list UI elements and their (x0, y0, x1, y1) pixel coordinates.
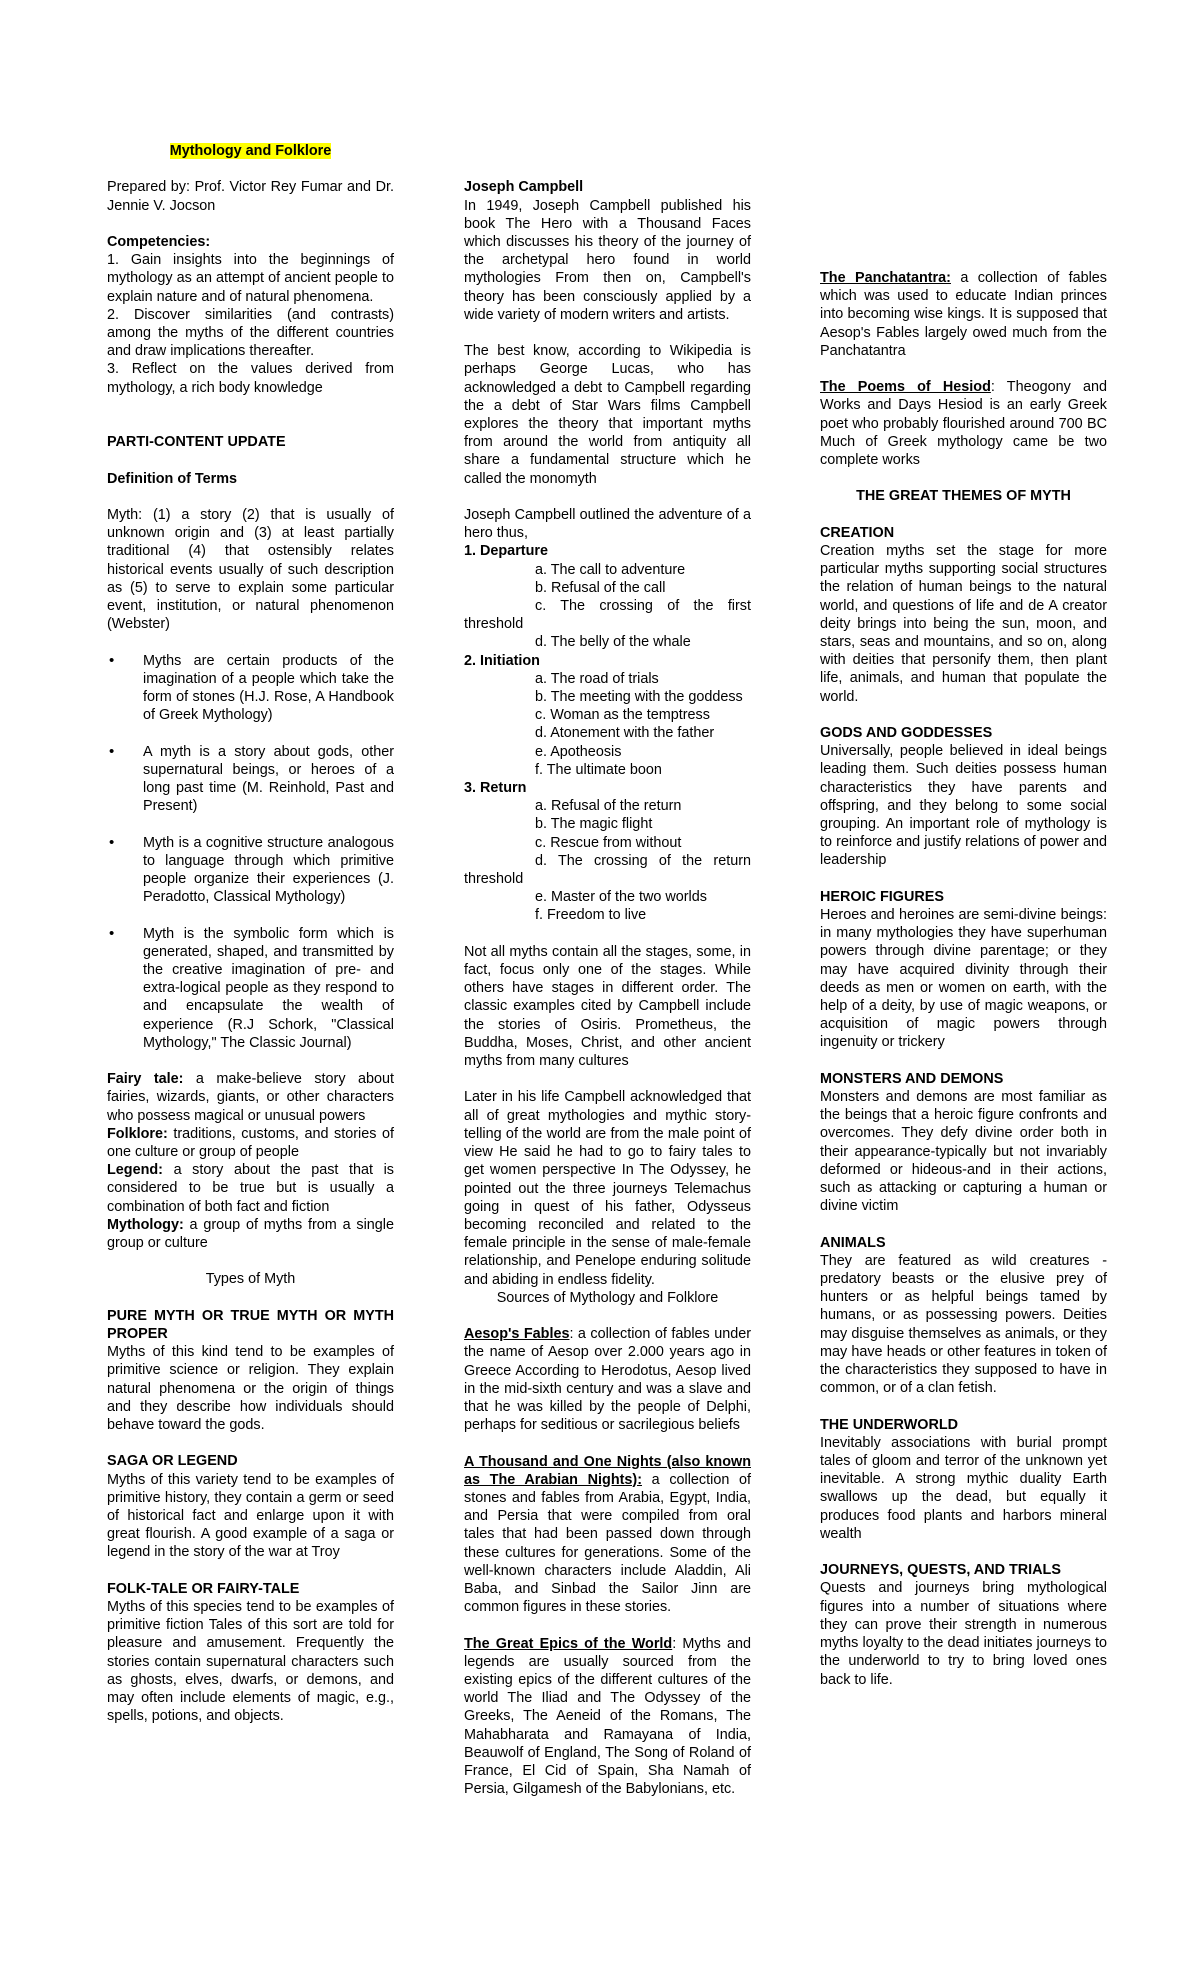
theme-heading: ANIMALS (820, 1234, 886, 1251)
type-text: Myths of this kind tend to be examples of primitive science or religion. They explain natural phenomena or the origin of things and they describe how individuals should behave toward the gods. (107, 1344, 394, 1434)
list-item: • A myth is a story about gods, other supernatural beings, or heroes of a long past time (M. Reinhold, Past and Present) (107, 743, 394, 816)
source-label: A Thousand and One Nights (also known as The Arabian Nights): (464, 1453, 751, 1488)
campbell-paragraph: Not all myths contain all the stages, some, in fact, focus only one of the stages. While others have stages in different order. The classic examples cited by Campbell include the stories of Osiris. Prometheus, the Buddha, Moses, Christ, and other ancient myths from many cultures (464, 943, 751, 1070)
theme-text: Quests and journeys bring mythological figures into a number of situations where they can prove their strength in numerous myths loyalty to the dead initiates journeys to the underworld to try to bring loved ones back to life. (820, 1580, 1107, 1688)
stage-item: a. Refusal of the return (535, 798, 682, 815)
part-heading: PARTI-CONTENT UPDATE (107, 434, 286, 451)
term-label: Folklore: (107, 1125, 168, 1142)
source-aesop (464, 1325, 751, 1434)
myth-bullet-list (107, 652, 394, 1052)
theme-text: Heroes and heroines are semi-divine beings: in many mythologies they have superhuman powers through divine parentage; or they may have acquired divinity through their deeds as men or women on earth, with the help of a deity, by use of magic weapons, or acquisition of magic powers through ingenuity or trickery (820, 907, 1107, 1051)
campbell-heading: Joseph Campbell (464, 179, 584, 196)
source-hesiod (820, 378, 1107, 469)
list-item: • Myth is the symbolic form which is generated, shaped, and transmitted by the creative imagination of pre- and extra-logical people as they respond to and encapsulate the wealth of experience (R.J Schork, "Classical Mythology," The Classic Journal) (107, 925, 394, 1052)
type-heading: FOLK-TALE OR FAIRY-TALE (107, 1580, 300, 1597)
source-text: a collection of stones and fables from Arabia, Egypt, India, and Persia that were compiled from oral tales that had been passed down through these cultures for generations. Some of the well-known characters include Aladdin, Ali Baba, and Sinbad the Sailor Jinn are common figures in these stories. (464, 1471, 752, 1616)
column-3 (820, 142, 1107, 1689)
term-mythology (107, 1216, 394, 1252)
theme-text: They are featured as wild creatures - predatory beasts or the elusive prey of hunters or as helpful beings tamed by humans, or as possessing powers. Deities may disguise themselves as animals, or they may have heads or other features in token of the characteristics they supposed to have in common, or of a clan fetish. (820, 1252, 1107, 1397)
theme-heading: CREATION (820, 524, 895, 541)
theme-heading: GODS AND GODDESSES (820, 725, 993, 742)
stage-item: c. The crossing of the first threshold (464, 598, 751, 633)
doc-title-line (107, 142, 394, 160)
doc-title: Mythology and Folklore (169, 143, 332, 159)
type-heading: PURE MYTH OR TRUE MYTH OR MYTH PROPER (107, 1307, 394, 1343)
types-heading: Types of Myth (205, 1271, 296, 1288)
stage-item: a. The road of trials (535, 670, 659, 687)
stage-item: d. The belly of the whale (535, 634, 691, 651)
theme-text: Creation myths set the stage for more particular myths supporting social structures the relation of human beings to the natural world, and questions of life and de A creator deity brings into being the sun, moon, and stars, seas and mountains, and so on, along with deities that personify them, then plant life, animals, and human that populate the world. (820, 543, 1107, 705)
competency-item: 2. Discover similarities (and contrasts) among the myths of the different countries and draw implications thereafter. (107, 306, 394, 360)
source-panchatantra (820, 269, 1107, 360)
type-text: Myths of this species tend to be examples of primitive fiction Tales of this sort are told for pleasure and amusement. Frequently the stories contain supernatural characters such as ghosts, elves, dwarfs, or demons, and may often include elements of magic, e.g., spells, potions, and objects. (107, 1599, 394, 1725)
definition-heading: Definition of Terms (107, 470, 238, 487)
stage-item: f. Freedom to live (535, 907, 647, 924)
prepared-by: Prepared by: Prof. Victor Rey Fumar and Dr. Jennie V. Jocson (107, 179, 394, 214)
stage-heading: 1. Departure (464, 543, 548, 560)
column-1 (107, 142, 394, 1725)
myth-definition: Myth: (1) a story (2) that is usually of unknown origin and (3) at least partially traditional (4) that ostensibly relates historical events usually of such description as (5) to serve to explain some particular event, institution, or natural phenomenon (Webster) (107, 506, 394, 633)
term-legend (107, 1161, 394, 1216)
competency-item: 3. Reflect on the values derived from mythology, a rich body knowledge (107, 361, 394, 396)
themes-heading: THE GREAT THEMES OF MYTH (856, 488, 1071, 505)
stage-heading: 3. Return (464, 780, 527, 797)
source-label: The Poems of Hesiod (820, 379, 991, 396)
theme-heading: THE UNDERWORLD (820, 1416, 959, 1433)
theme-heading: HEROIC FIGURES (820, 888, 944, 905)
source-arabian-nights (464, 1453, 751, 1617)
stage-item: e. Master of the two worlds (535, 889, 707, 906)
term-text: a make-believe story about fairies, wizards, giants, or other characters who possess magical or unusual powers (107, 1071, 395, 1124)
type-heading: SAGA OR LEGEND (107, 1453, 238, 1470)
source-text: : a collection of fables under the name of Aesop over 2.000 years ago in Greece According to Herodotus, Aesop lived in the mid-sixth century and was a slave and that he was killed by the people of Delphi, perhaps for seditious or sacrilegious beliefs (464, 1326, 751, 1434)
term-label: Mythology: (107, 1216, 184, 1233)
term-folklore (107, 1125, 394, 1161)
stage-item: a. The call to adventure (535, 561, 686, 578)
type-text: Myths of this variety tend to be examples of primitive history, they contain a germ or seed of historical fact and enlarge upon it with great flourish. A good example of a saga or legend in the story of the war at Troy (107, 1471, 394, 1561)
source-text: a collection of fables which was used to educate Indian princes into becoming wise kings. It is supposed that Aesop's Fables largely owed much from the Panchatantra (820, 270, 1107, 359)
campbell-paragraph: The best know, according to Wikipedia is perhaps George Lucas, who has acknowledged a debt to Campbell regarding the a debt of Star Wars films Campbell explores the theory that important myths from around the world from antiquity all share a fundamental structure which he called the monomyth (464, 343, 751, 487)
term-fairy-tale (107, 1070, 394, 1125)
column-2 (464, 142, 751, 1798)
source-label: The Panchatantra: (820, 270, 951, 286)
sources-heading: Sources of Mythology and Folklore (496, 1289, 719, 1306)
stage-item: b. The meeting with the goddess (535, 689, 743, 706)
term-label: Legend: (107, 1162, 163, 1179)
term-text: a story about the past that is considered to be true but is usually a combination of both fact and fiction (107, 1162, 394, 1215)
theme-heading: MONSTERS AND DEMONS (820, 1070, 1004, 1087)
stage-item: b. Refusal of the call (535, 579, 666, 596)
stage-item: c. Rescue from without (535, 834, 682, 851)
stage-item: b. The magic flight (535, 816, 653, 833)
campbell-paragraph: In 1949, Joseph Campbell published his book The Hero with a Thousand Faces which discusses his theory of the journey of the archetypal hero found in world mythologies From then on, Campbell's theory has been consciously applied by a wide variety of modern writers and artists. (464, 197, 751, 323)
stage-item: d. The crossing of the return threshold (464, 852, 751, 888)
theme-text: Inevitably associations with burial prompt tales of gloom and terror of the unknown yet inevitable. A strong mythic duality Earth swallows up the dead, but equally it produces food plants and harbors mineral wealth (820, 1434, 1107, 1542)
competencies-heading: Competencies: (107, 233, 211, 250)
stage-item: d. Atonement with the father (535, 725, 715, 742)
stage-item: c. Woman as the temptress (535, 707, 710, 724)
source-text: : Theogony and Works and Days Hesiod is an early Greek poet who probably flourished around 700 BC Much of Greek mythology came be two complete works (820, 379, 1107, 469)
list-item: • Myths are certain products of the imagination of a people which take the form of stones (H.J. Rose, A Handbook of Greek Mythology) (107, 652, 394, 725)
list-item: • Myth is a cognitive structure analogous to language through which primitive people organize their experiences (J. Peradotto, Classical Mythology) (107, 834, 394, 907)
source-label: The Great Epics of the World (464, 1635, 673, 1652)
stage-item: e. Apotheosis (535, 743, 622, 760)
theme-heading: JOURNEYS, QUESTS, AND TRIALS (820, 1562, 1061, 1579)
term-text: a group of myths from a single group or culture (107, 1216, 394, 1252)
stage-item: f. The ultimate boon (535, 761, 662, 778)
term-label: Fairy tale: (107, 1071, 184, 1088)
campbell-paragraph: Later in his life Campbell acknowledged that all of great mythologies and mythic story-telling of the world are from the male point of view He said he had to go to fairy tales to get women perspective In The Odyssey, he pointed out the three journeys Telemachus going in quest of his father, Odysseus becoming reconciled and related to the female principle in the sense of male-female relationship, and Penelope enduring solitude and abiding in endless fidelity. (464, 1089, 751, 1288)
term-text: traditions, customs, and stories of one culture or group of people (107, 1125, 394, 1161)
stage-heading: 2. Initiation (464, 652, 540, 669)
theme-text: Monsters and demons are most familiar as the beings that a heroic figure confronts and overcomes. They defy divine order both in their appearance-typically but not invariably deformed or hideous-and in their actions, such as attacking or capturing a human or divine victim (820, 1089, 1107, 1215)
campbell-paragraph: Joseph Campbell outlined the adventure of a hero thus, (464, 507, 751, 542)
competency-item: 1. Gain insights into the beginnings of mythology as an attempt of ancient people to explain nature and of natural phenomena. (107, 252, 394, 305)
theme-text: Universally, people believed in ideal beings leading them. Such deities possess human characteristics they have parents and offspring, and they belong to some social grouping. An important role of mythology is to reinforce and justify relations of power and leadership (820, 743, 1107, 869)
source-great-epics (464, 1635, 751, 1799)
source-text: : Myths and legends are usually sourced from the existing epics of the different cultures of the world The Iliad and The Odyssey of the Greeks, The Aeneid of the Romans, The Mahabharata and Ramayana of India, Beauwolf of England, The Song of Roland of France, El Cid of Spain, Sha Namah of Persia, Gilgamesh of the Babylonians, etc. (464, 1635, 751, 1798)
source-label: Aesop's Fables (464, 1326, 570, 1343)
